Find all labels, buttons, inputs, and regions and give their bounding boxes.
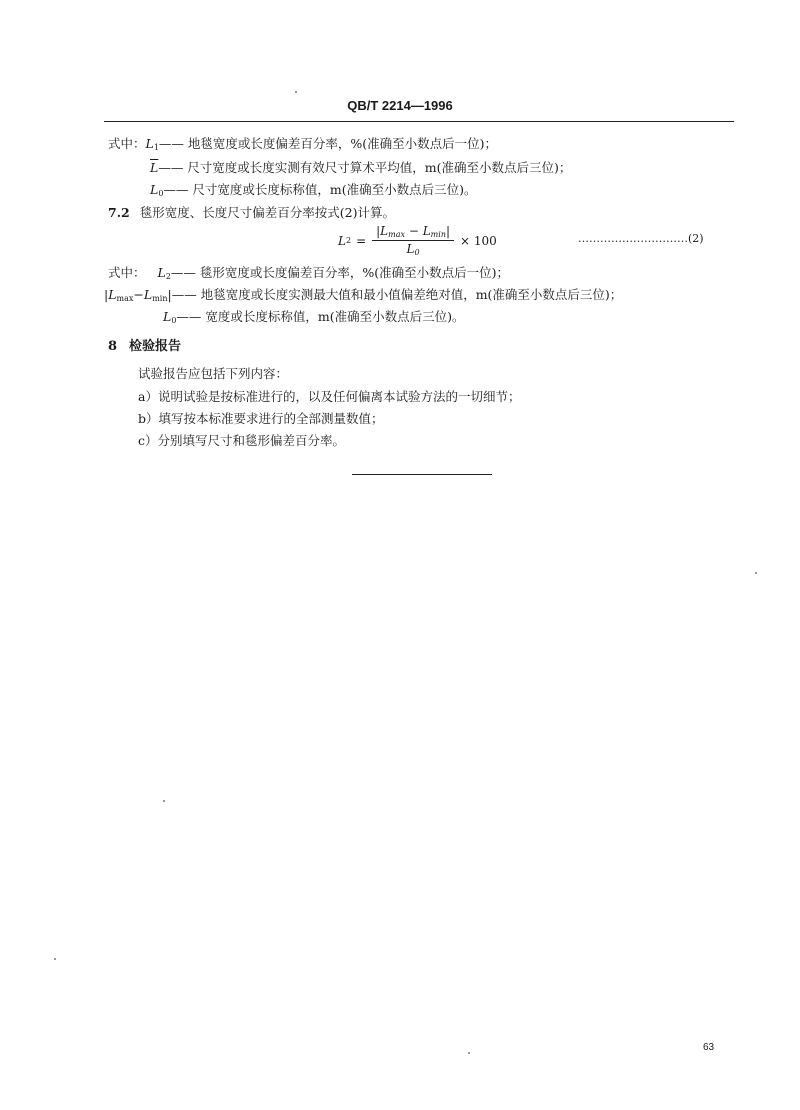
variable-l1-line (108, 134, 497, 152)
diff-bar-open: | (104, 287, 109, 302)
scan-speck (54, 958, 56, 960)
variable-l0-line (150, 180, 477, 198)
variable-diff-line (104, 285, 622, 303)
symbol-l0-2: L (163, 309, 172, 324)
numerator-b-subscript: min (430, 230, 446, 239)
scan-speck (163, 800, 165, 802)
running-header: QB/T 2214—1996 (347, 98, 453, 113)
diff-b: L (143, 287, 153, 302)
where-label: 式中： (108, 136, 146, 151)
diff-minus: − (133, 287, 144, 302)
scan-speck (755, 572, 757, 574)
symbol-l1: L (145, 136, 154, 151)
formula-numerator (372, 224, 454, 241)
numerator-b: L (422, 224, 431, 238)
formula-fraction (372, 224, 454, 257)
definition-l2: —— 毯形宽度或长度偏差百分率，%(准确至小数点后一位)； (170, 265, 510, 280)
denominator-symbol: L (406, 242, 415, 256)
abs-bar-open: | (376, 224, 381, 238)
denominator-subscript: 0 (414, 248, 420, 257)
page-number: 63 (703, 1042, 715, 1053)
diff-bar-close: | (167, 287, 172, 302)
clause-number: 7.2 (108, 205, 130, 220)
symbol-l0-2-subscript: 0 (171, 316, 177, 325)
abs-bar-close: | (445, 224, 451, 238)
diff-a-subscript: max (116, 294, 134, 303)
definition-lbar: —— 尺寸宽度或长度实测有效尺寸算术平均值，m(准确至小数点后三位)； (158, 160, 572, 175)
section-number: 8 (108, 339, 118, 354)
definition-l0-2: —— 宽度或长度标称值，m(准确至小数点后三位)。 (176, 309, 465, 324)
symbol-l0: L (150, 182, 159, 197)
section-8-heading (108, 335, 181, 354)
clause-text: 毯形宽度、长度尺寸偏差百分率按式(2)计算。 (139, 205, 395, 220)
symbol-l1-subscript: 1 (153, 143, 159, 152)
formula-lhs: L (338, 233, 346, 248)
formula-equals: = (356, 233, 367, 248)
numerator-a-subscript: max (388, 230, 406, 239)
numerator-a: L (380, 224, 389, 238)
symbol-l0-subscript: 0 (158, 189, 164, 198)
report-item-a: a）说明试验是按标准进行的，以及任何偏离本试验方法的一切细节； (138, 389, 521, 404)
header-rule (104, 121, 734, 122)
formula-times: × 100 (460, 233, 497, 248)
diff-b-subscript: min (152, 294, 168, 303)
report-intro: 试验报告应包括下列内容： (138, 366, 289, 381)
formula-denominator (407, 241, 420, 257)
scan-speck (295, 91, 297, 93)
report-item-c: c）分别填写尺寸和毯形偏差百分率。 (138, 433, 346, 448)
variable-l0-line-2 (163, 307, 465, 325)
definition-l1: —— 地毯宽度或长度偏差百分率，%(准确至小数点后一位)； (158, 136, 498, 151)
numerator-minus: − (405, 224, 423, 238)
formula-number: …………………………(2) (578, 232, 704, 245)
end-rule (352, 474, 492, 475)
formula-2 (338, 224, 497, 257)
definition-diff: —— 地毯宽度或长度实测最大值和最小值偏差绝对值，m(准确至小数点后三位)； (171, 287, 623, 302)
variable-l2-line (108, 263, 509, 281)
diff-a: L (108, 287, 117, 302)
symbol-l2: L (157, 265, 166, 280)
scan-speck (468, 1052, 470, 1054)
clause-7-2 (108, 203, 395, 221)
variable-lbar-line (150, 158, 571, 176)
section-title: 检验报告 (129, 339, 182, 354)
symbol-lbar: $\overline{L}$ (150, 160, 159, 175)
formula-lhs-subscript: 2 (345, 236, 352, 245)
definition-l0: —— 尺寸宽度或长度标称值，m(准确至小数点后三位)。 (163, 182, 477, 197)
report-item-b: b）填写按本标准要求进行的全部测量数值； (138, 411, 384, 426)
symbol-l2-subscript: 2 (165, 272, 171, 281)
where-label: 式中： (108, 265, 146, 280)
